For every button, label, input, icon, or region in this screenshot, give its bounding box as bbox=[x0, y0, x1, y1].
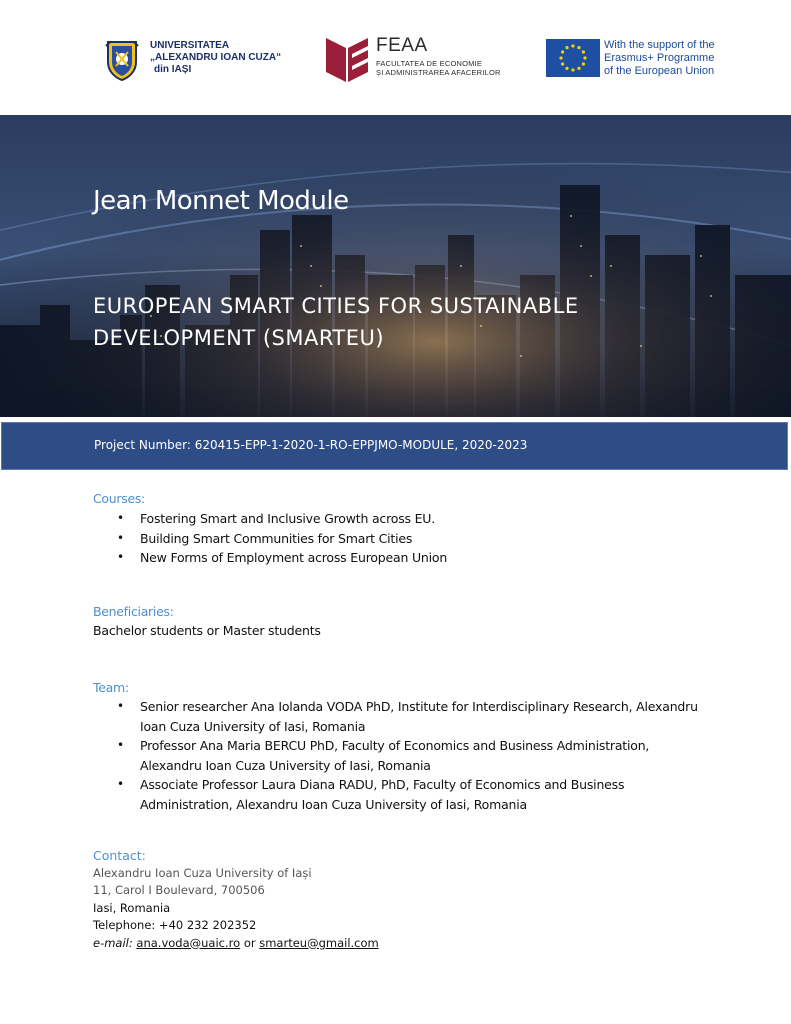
contact-line3: Iasi, Romania bbox=[93, 900, 171, 915]
university-name-line2: „ALEXANDRU IOAN CUZA“ bbox=[150, 52, 282, 63]
feaa-line2: ȘI ADMINISTRAREA AFACERILOR bbox=[376, 68, 501, 77]
beneficiaries-heading: Beneficiaries: bbox=[93, 604, 174, 619]
contact-block bbox=[93, 847, 379, 952]
courses-list bbox=[93, 509, 710, 568]
eu-text-line3: of the European Union bbox=[604, 65, 715, 77]
university-logo bbox=[102, 38, 281, 82]
university-name-line1: UNIVERSITATEA bbox=[150, 40, 230, 51]
project-band-box bbox=[1, 422, 788, 470]
email-label: e-mail: bbox=[93, 935, 133, 950]
city-skyline-image bbox=[0, 115, 791, 417]
courses-heading: Courses: bbox=[93, 491, 145, 506]
list-item: • Building Smart Communities for Smart Cities bbox=[93, 529, 710, 549]
feaa-mark-icon bbox=[324, 34, 370, 84]
email-link-1[interactable]: ana.voda@uaic.ro bbox=[136, 935, 241, 950]
project-band bbox=[0, 420, 791, 472]
feaa-line1: FACULTATEA DE ECONOMIE bbox=[376, 59, 483, 68]
hero-banner bbox=[0, 115, 791, 417]
feaa-logo bbox=[324, 34, 501, 84]
banner-subtitle: EUROPEAN SMART CITIES FOR SUSTAINABLE DEVELOPMENT (SMARTEU) bbox=[93, 294, 579, 350]
eu-text-line2: Erasmus+ Programme bbox=[604, 52, 715, 64]
banner-title: Jean Monnet Module bbox=[93, 186, 349, 216]
email-link-2[interactable]: smarteu@gmail.com bbox=[259, 935, 379, 950]
list-item: • Professor Ana Maria BERCU PhD, Faculty of Economics and Business Administration, Alexandru Ioan Cuza University of Iasi, Romania bbox=[93, 736, 710, 775]
logo-header bbox=[0, 0, 791, 115]
list-item: • Senior researcher Ana Iolanda VODA PhD, Institute for Interdisciplinary Research, Alexandru Ioan Cuza University of Iasi, Romania bbox=[93, 697, 710, 736]
university-name-line3: din IAȘI bbox=[154, 64, 192, 75]
eu-erasmus-logo bbox=[546, 39, 715, 78]
email-or: or bbox=[243, 935, 256, 950]
team-heading: Team: bbox=[93, 680, 129, 695]
list-item: • Associate Professor Laura Diana RADU, PhD, Faculty of Economics and Business Administration, Alexandru Ioan Cuza University of Iasi, Romania bbox=[93, 775, 710, 814]
contact-email-row bbox=[93, 935, 379, 953]
team-list bbox=[93, 697, 710, 814]
contact-heading: Contact: bbox=[93, 848, 146, 863]
project-number: Project Number: 620415-EPP-1-2020-1-RO-EPPJMO-MODULE, 2020-2023 bbox=[94, 438, 528, 452]
feaa-name: FEAA bbox=[376, 35, 428, 56]
contact-phone: Telephone: +40 232 202352 bbox=[93, 918, 257, 932]
contact-line1: Alexandru Ioan Cuza University of Iași bbox=[93, 865, 312, 880]
list-item: • Fostering Smart and Inclusive Growth across EU. bbox=[93, 509, 710, 529]
eu-flag-icon bbox=[546, 39, 600, 77]
eu-text-line1: With the support of the bbox=[604, 39, 715, 51]
beneficiaries-text: Bachelor students or Master students bbox=[93, 623, 321, 638]
contact-line2: 11, Carol I Boulevard, 700506 bbox=[93, 883, 265, 897]
university-crest-icon bbox=[102, 38, 142, 82]
list-item: • New Forms of Employment across European Union bbox=[93, 548, 710, 568]
